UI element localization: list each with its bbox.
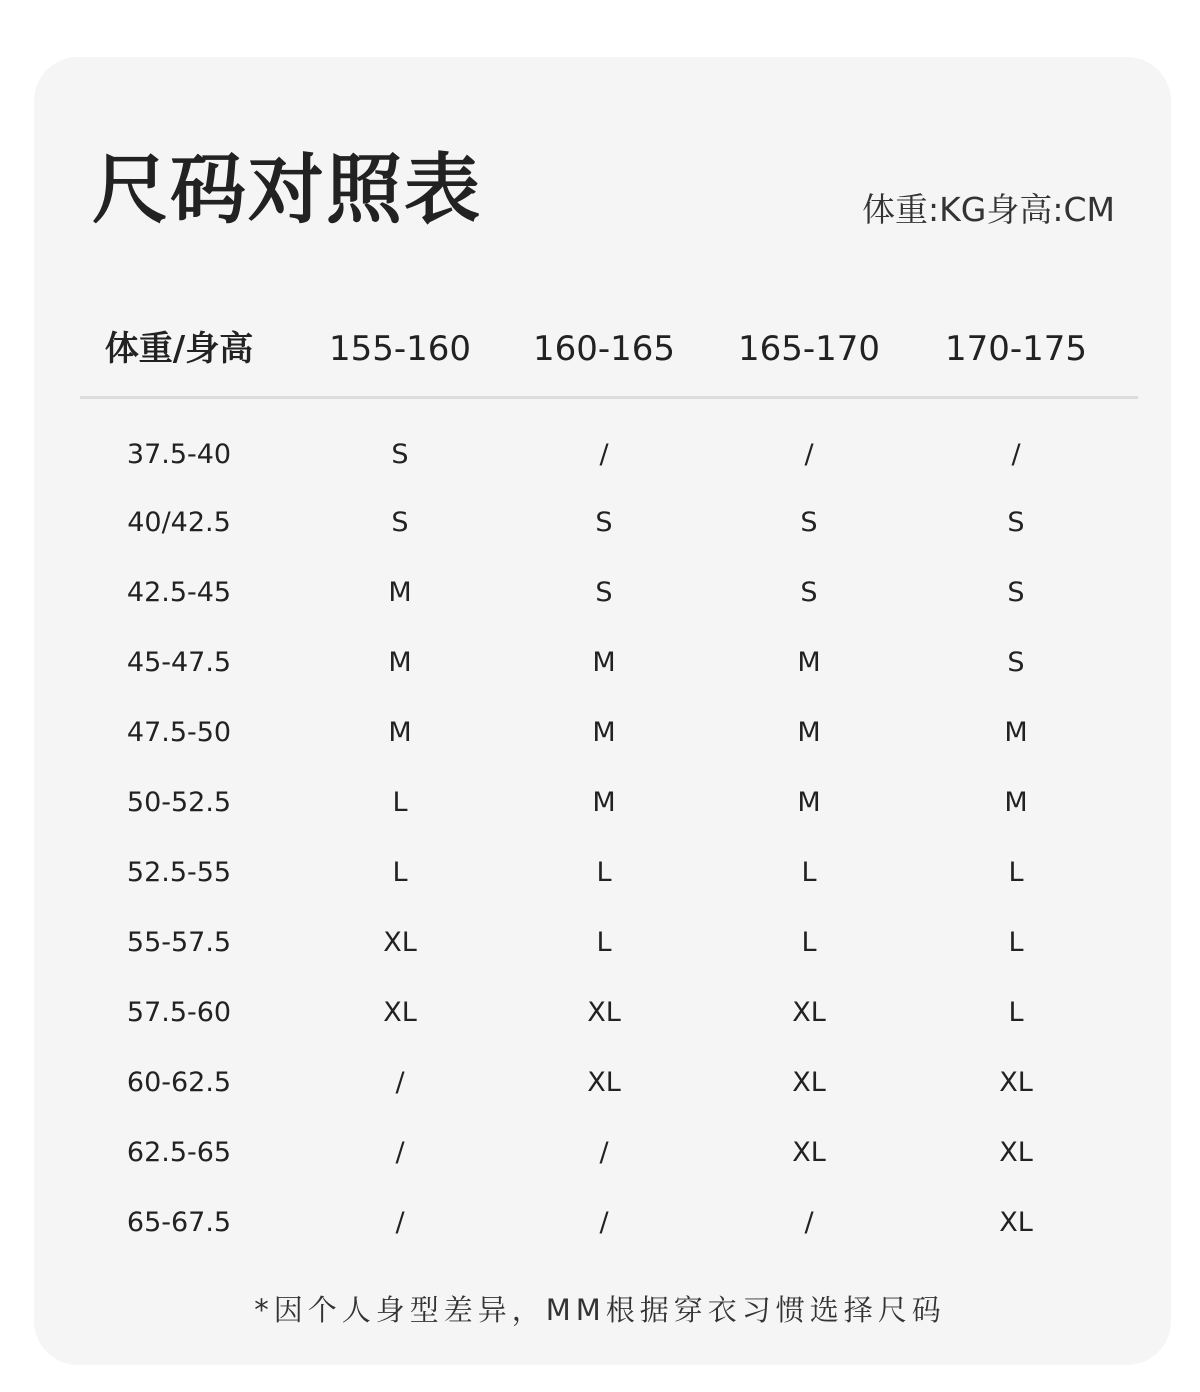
header-weight-height: 体重/身高	[104, 329, 254, 369]
table-header-row	[80, 312, 1138, 399]
weight-range-cell: 37.5-40	[126, 439, 232, 470]
weight-range-cell: 57.5-60	[126, 997, 232, 1028]
size-table	[80, 312, 1138, 1239]
footnote: *因个人身型差异，MM根据穿衣习惯选择尺码	[254, 1293, 946, 1327]
size-cell: S	[391, 507, 409, 538]
size-cell: S	[800, 577, 818, 608]
size-cell: /	[1011, 439, 1021, 470]
size-cell: XL	[792, 997, 826, 1028]
table-row	[80, 539, 1138, 609]
size-cell: L	[392, 787, 408, 818]
size-cell: L	[801, 857, 817, 888]
table-row	[80, 679, 1138, 749]
size-cell: M	[388, 717, 412, 748]
size-cell: XL	[587, 1067, 621, 1098]
size-cell: L	[596, 927, 612, 958]
size-cell: S	[1007, 577, 1025, 608]
size-cell: XL	[587, 997, 621, 1028]
size-cell: M	[592, 647, 616, 678]
size-cell: /	[599, 1207, 609, 1238]
size-cell: /	[395, 1067, 405, 1098]
size-cell: XL	[383, 997, 417, 1028]
weight-range-cell: 50-52.5	[126, 787, 232, 818]
size-cell: S	[800, 507, 818, 538]
table-row	[80, 1099, 1138, 1169]
table-row	[80, 469, 1138, 539]
size-cell: XL	[792, 1137, 826, 1168]
table-row	[80, 819, 1138, 889]
table-row	[80, 889, 1138, 959]
size-cell: L	[1008, 997, 1024, 1028]
table-row	[80, 399, 1138, 469]
size-cell: S	[1007, 647, 1025, 678]
size-cell: L	[801, 927, 817, 958]
size-cell: L	[392, 857, 408, 888]
header-height-155-160: 155-160	[328, 329, 472, 369]
weight-range-cell: 62.5-65	[126, 1137, 232, 1168]
table-body	[80, 399, 1138, 1239]
size-cell: S	[595, 577, 613, 608]
size-cell: /	[599, 1137, 609, 1168]
size-cell: /	[804, 439, 814, 470]
size-cell: XL	[999, 1137, 1033, 1168]
size-cell: XL	[999, 1207, 1033, 1238]
table-row	[80, 749, 1138, 819]
size-cell: /	[395, 1137, 405, 1168]
size-cell: M	[388, 577, 412, 608]
weight-range-cell: 40/42.5	[127, 507, 231, 538]
weight-range-cell: 47.5-50	[126, 717, 232, 748]
size-cell: /	[395, 1207, 405, 1238]
size-cell: /	[804, 1207, 814, 1238]
header-height-170-175: 170-175	[944, 329, 1088, 369]
size-cell: M	[592, 787, 616, 818]
weight-range-cell: 65-67.5	[126, 1207, 232, 1238]
weight-range-cell: 55-57.5	[126, 927, 232, 958]
table-row	[80, 609, 1138, 679]
unit-note: 体重:KG身高:CM	[862, 190, 1115, 229]
size-cell: L	[1008, 857, 1024, 888]
size-cell: S	[391, 439, 409, 470]
weight-range-cell: 52.5-55	[126, 857, 232, 888]
size-cell: M	[797, 717, 821, 748]
table-row	[80, 959, 1138, 1029]
size-cell: XL	[383, 927, 417, 958]
size-cell: M	[797, 787, 821, 818]
weight-range-cell: 60-62.5	[126, 1067, 232, 1098]
table-row	[80, 1029, 1138, 1099]
size-cell: L	[1008, 927, 1024, 958]
size-cell: /	[599, 439, 609, 470]
size-cell: M	[1004, 787, 1028, 818]
size-cell: M	[388, 647, 412, 678]
size-cell: M	[797, 647, 821, 678]
size-cell: M	[592, 717, 616, 748]
header-height-165-170: 165-170	[737, 329, 881, 369]
size-cell: S	[1007, 507, 1025, 538]
page-title: 尺码对照表	[92, 145, 482, 234]
table-row	[80, 1169, 1138, 1239]
header-height-160-165: 160-165	[532, 329, 676, 369]
size-cell: M	[1004, 717, 1028, 748]
size-cell: XL	[999, 1067, 1033, 1098]
size-cell: XL	[792, 1067, 826, 1098]
weight-range-cell: 45-47.5	[126, 647, 232, 678]
weight-range-cell: 42.5-45	[126, 577, 232, 608]
size-cell: L	[596, 857, 612, 888]
size-cell: S	[595, 507, 613, 538]
